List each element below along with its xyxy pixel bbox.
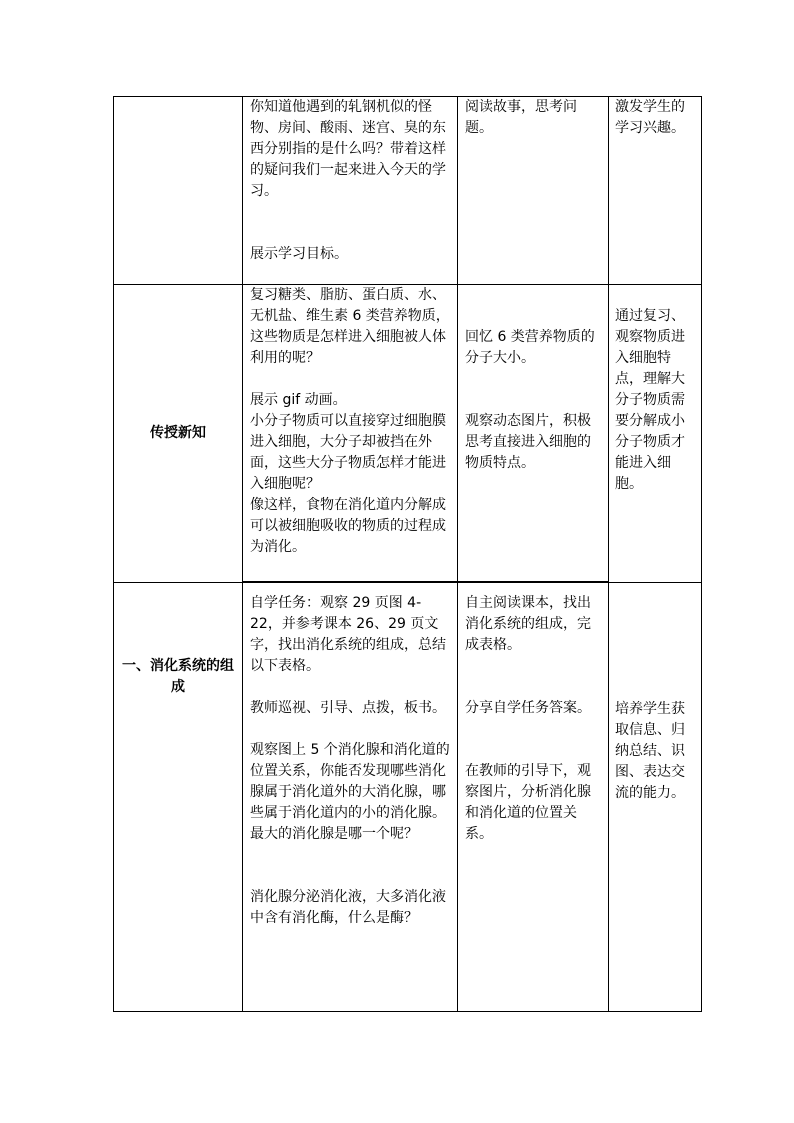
stage-label: 传授新知 [150,424,206,441]
student-text: 自主阅读课本，找出消化系统的组成，完成表格。 [465,595,591,653]
teacher-activity-cell [243,97,458,285]
lesson-plan-table [113,96,702,1012]
stage-cell [114,582,243,1012]
teacher-text: 你知道他遇到的轧钢机似的怪物、房间、酸雨、迷宫、臭的东西分别指的是什么吗？带着这样的疑问我们一起来进入今天的学习。 [250,99,446,199]
student-activity-cell [458,285,609,583]
goal-text: 通过复习、观察物质进入细胞特点，理解大分子物质需要分解成小分子物质才能进入细胞。 [615,308,685,492]
student-text: 观察动态图片，积极思考直接进入细胞的物质特点。 [465,413,591,471]
goal-text: 激发学生的学习兴趣。 [615,99,685,136]
design-intent-cell [609,97,702,285]
stage-label: 一、消化系统的组成 [122,657,234,695]
student-text: 阅读故事，思考问题。 [465,99,577,136]
student-text: 分享自学任务答案。 [465,700,591,716]
teacher-text: 复习糖类、脂肪、蛋白质、水、无机盐、维生素 6 类营养物质，这些物质是怎样进入细胞被人体利用的呢？ [250,287,450,366]
student-text: 在教师的引导下，观察图片，分析消化腺和消化道的位置关系。 [465,763,591,842]
design-intent-cell [609,285,702,583]
table-row [114,285,702,583]
student-activity-cell [458,97,609,285]
teacher-activity-cell [243,285,458,583]
teacher-text: 展示学习目标。 [250,246,348,262]
teacher-text: 小分子物质可以直接穿过细胞膜进入细胞，大分子却被挡在外面，这些大分子物质怎样才能进入细胞呢？ [250,413,446,492]
design-intent-cell [609,582,702,1012]
goal-text: 培养学生获取信息、归纳总结、识图、表达交流的能力。 [615,700,685,801]
teacher-text: 消化腺分泌消化液，大多消化液中含有消化酶，什么是酶？ [250,889,446,926]
student-text: 回忆 6 类营养物质的分子大小。 [465,329,595,366]
student-activity-cell [458,582,609,1012]
teacher-activity-cell [243,582,458,1012]
table-row [114,97,702,285]
teacher-text: 展示 gif 动画。 [250,392,347,408]
teacher-text: 教师巡视、引导、点拨，板书。 [250,700,446,716]
stage-cell [114,285,243,583]
teacher-text: 像这样，食物在消化道内分解成可以被细胞吸收的物质的过程成为消化。 [250,497,446,555]
teacher-text: 观察图上 5 个消化腺和消化道的位置关系，你能否发现哪些消化腺属于消化道外的大消化腺，哪些属于消化道内的小的消化腺。最大的消化腺是哪一个呢？ [250,742,450,842]
table-row [114,582,702,1012]
stage-cell [114,97,243,285]
teacher-text: 自学任务：观察 29 页图 4-22，并参考课本 26、29 页文字，找出消化系统的组成，总结以下表格。 [250,595,446,674]
